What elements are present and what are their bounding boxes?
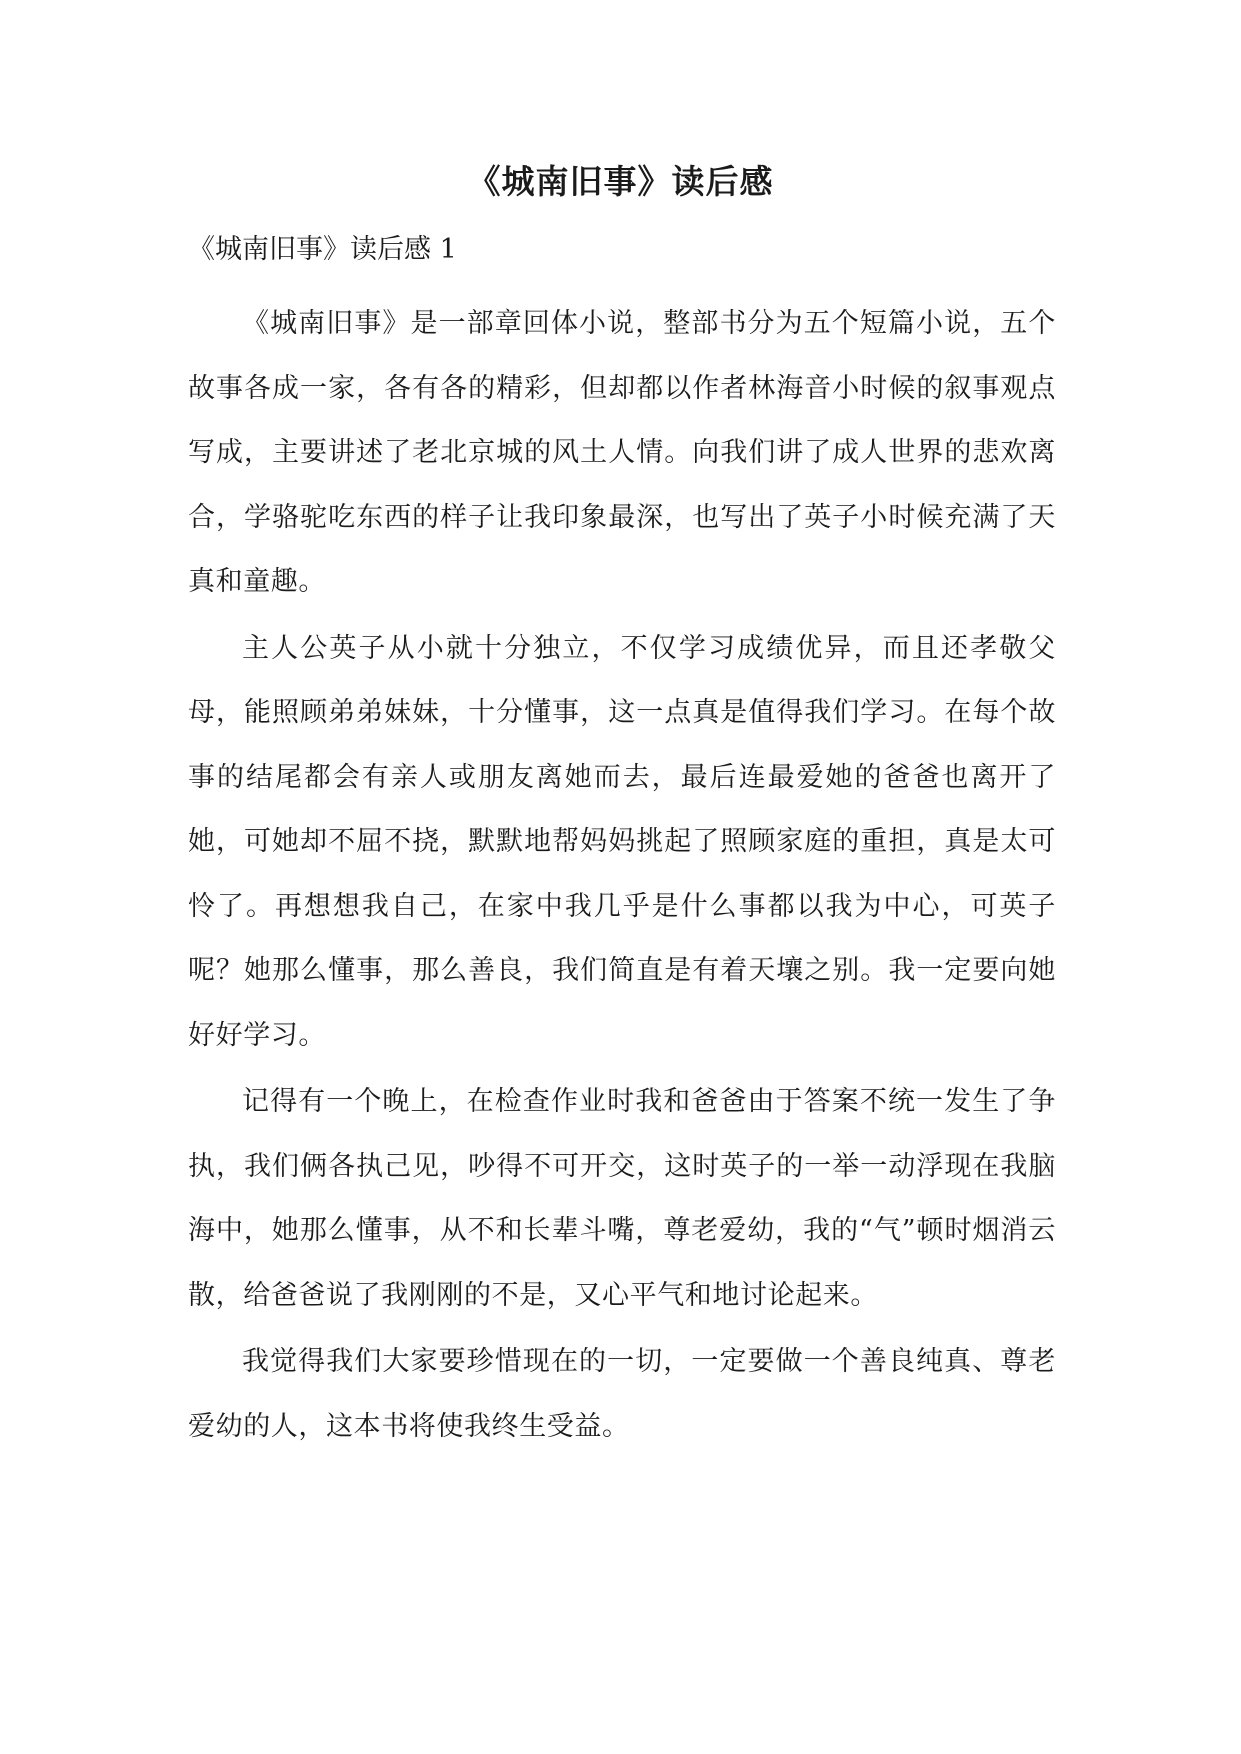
paragraph-1: 《城南旧事》是一部章回体小说，整部书分为五个短篇小说，五个故事各成一家，各有各的精彩，但却都以作者林海音小时候的叙事观点写成，主要讲述了老北京城的风土人情。向我们讲了成人世界的悲欢离合，学骆驼吃东西的样子让我印象最深，也写出了英子小时候充满了天真和童趣。 (188, 308, 1056, 597)
essay-body (188, 292, 1056, 1461)
paragraph-3: 记得有一个晚上，在检查作业时我和爸爸由于答案不统一发生了争执，我们俩各执己见，吵得不可开交，这时英子的一举一动浮现在我脑海中，她那么懂事，从不和长辈斗嘴，尊老爱幼，我的“气”顿时烟消云散，给爸爸说了我刚刚的不是，又心平气和地讨论起来。 (188, 1086, 1056, 1311)
essay-subtitle: 《城南旧事》读后感 1 (188, 234, 457, 265)
paragraph-2: 主人公英子从小就十分独立，不仅学习成绩优异，而且还孝敬父母，能照顾弟弟妹妹，十分懂事，这一点真是值得我们学习。在每个故事的结尾都会有亲人或朋友离她而去，最后连最爱她的爸爸也离开了她，可她却不屈不挠，默默地帮妈妈挑起了照顾家庭的重担，真是太可怜了。再想想我自己，在家中我几乎是什么事都以我为中心，可英子呢？她那么懂事，那么善良，我们简直是有着天壤之别。我一定要向她好好学习。 (188, 632, 1056, 1051)
paragraph-4: 我觉得我们大家要珍惜现在的一切，一定要做一个善良纯真、尊老爱幼的人，这本书将使我终生受益。 (188, 1346, 1056, 1442)
document-title: 《城南旧事》读后感 (467, 162, 774, 201)
